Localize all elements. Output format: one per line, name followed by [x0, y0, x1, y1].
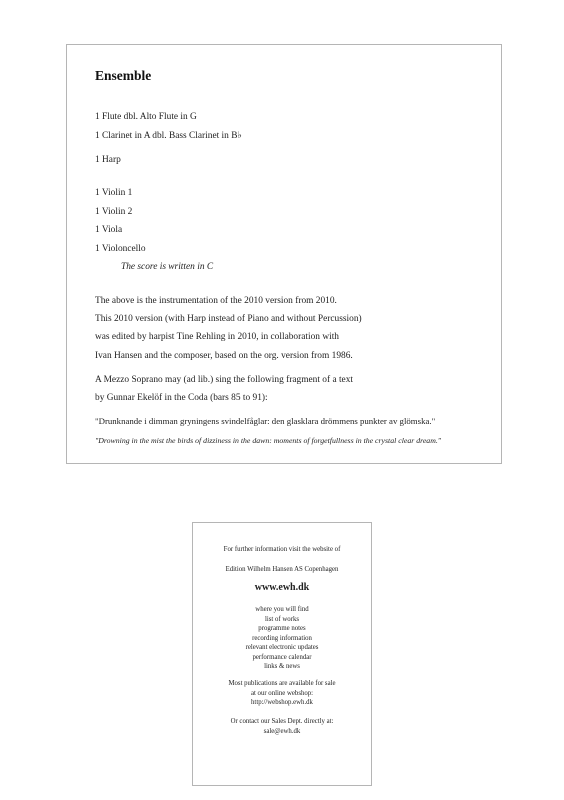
instrument-line: 1 Harp: [95, 155, 121, 165]
instrument-line: 1 Violin 1: [95, 188, 133, 198]
webshop-line: at our online webshop:: [250, 689, 314, 697]
soprano-paragraph: [95, 371, 353, 407]
list-item: relevant electronic updates: [245, 644, 319, 651]
list-item: programme notes: [258, 625, 306, 632]
features-list: [193, 605, 371, 672]
website-link[interactable]: www.ewh.dk: [254, 582, 310, 593]
list-item: list of works: [265, 615, 299, 623]
paragraph-line: by Gunnar Ekelöf in the Coda (bars 85 to 91):: [95, 393, 268, 404]
ensemble-panel: [66, 44, 502, 464]
version-paragraph: [95, 292, 362, 365]
contact-line: Or contact our Sales Dept. directly at:: [230, 718, 334, 725]
instrument-line: 1 Clarinet in A dbl. Bass Clarinet in B♭: [95, 130, 242, 141]
score-note: The score is written in C: [121, 262, 214, 272]
list-item: where you will find: [255, 606, 309, 613]
contact-info: [193, 717, 371, 736]
paragraph-line: A Mezzo Soprano may (ad lib.) sing the following fragment of a text: [95, 375, 354, 385]
ensemble-title: Ensemble: [95, 68, 152, 83]
harp-list: [95, 151, 121, 170]
publisher-name: Edition Wilhelm Hansen AS Copenhagen: [225, 566, 339, 573]
strings-list: [95, 184, 146, 258]
webshop-line: Most publications are available for sale: [228, 680, 336, 687]
publisher-panel: [192, 522, 372, 786]
list-item: links & news: [264, 663, 300, 670]
paragraph-line: was edited by harpist Tine Rehling in 2010, in collaboration with: [95, 332, 339, 343]
list-item: performance calendar: [252, 653, 312, 661]
instrument-line: 1 Viola: [95, 225, 123, 235]
paragraph-line: This 2010 version (with Harp instead of Piano and without Percussion): [95, 314, 362, 325]
instrument-line: 1 Violoncello: [95, 243, 146, 254]
webshop-info: [193, 679, 371, 708]
instrument-line: 1 Violin 2: [95, 206, 133, 217]
instrument-line: 1 Flute dbl. Alto Flute in G: [95, 112, 197, 122]
swedish-quote: "Drunknande i dimman gryningens svindelfåglar: den glasklara drömmens punkter av glömska.": [95, 416, 436, 426]
paragraph-line: Ivan Hansen and the composer, based on the org. version from 1986.: [95, 350, 353, 361]
woodwind-list: [95, 108, 242, 145]
list-item: recording information: [252, 634, 312, 642]
paragraph-line: The above is the instrumentation of the 2010 version from 2010.: [95, 296, 337, 306]
english-quote: "Drowning in the mist the birds of dizziness in the dawn: moments of forgetfullness in the crystal clear dream.": [95, 436, 442, 445]
publisher-intro: For further information visit the website of: [223, 546, 341, 553]
webshop-link[interactable]: http://webshop.ewh.dk: [251, 699, 313, 706]
email-link[interactable]: sale@ewh.dk: [263, 727, 301, 735]
